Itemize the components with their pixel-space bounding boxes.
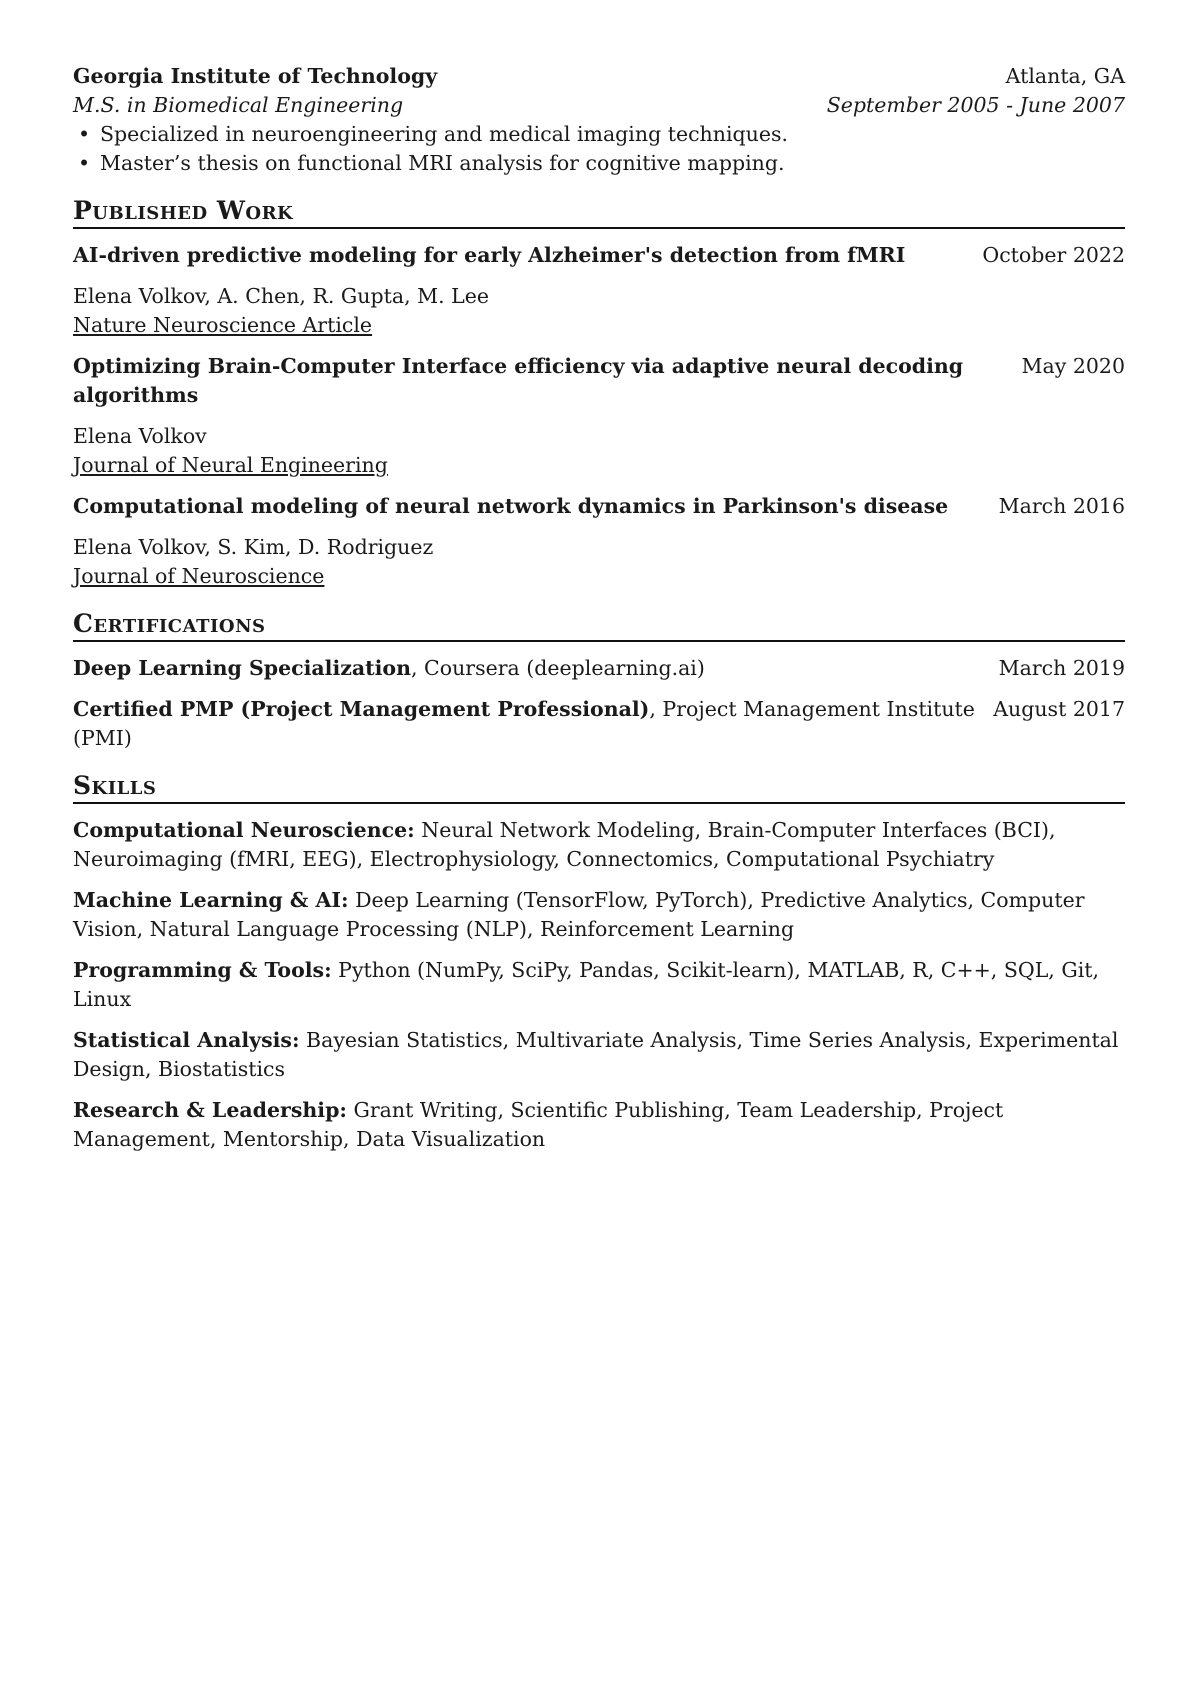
- publication-date: March 2016: [998, 494, 1125, 518]
- skill-label: Machine Learning & AI:: [73, 888, 349, 912]
- education-bullets: [73, 120, 1125, 178]
- skill-item: [73, 816, 1125, 874]
- certification-item: [73, 695, 1125, 753]
- education-entry: [73, 62, 1125, 178]
- degree: M.S. in Biomedical Engineering: [73, 93, 404, 117]
- publication-venue-link[interactable]: Nature Neuroscience Article: [73, 313, 373, 337]
- section-heading-skills: Skills: [73, 771, 1125, 804]
- certification-date: August 2017: [993, 697, 1125, 721]
- certification-date: March 2019: [998, 656, 1125, 680]
- section-heading-published-work: Published Work: [73, 196, 1125, 229]
- publication-item: [73, 492, 1125, 591]
- skill-item: [73, 886, 1125, 944]
- publication-date: May 2020: [1021, 354, 1125, 378]
- certification-item: [73, 654, 1125, 683]
- publication-date: October 2022: [982, 243, 1125, 267]
- certification-issuer: , Coursera (deeplearning.ai): [411, 656, 705, 680]
- publication-venue-link[interactable]: Journal of Neural Engineering: [73, 453, 388, 477]
- publication-title: Optimizing Brain-Computer Interface efficiency via adaptive neural decoding algorithms: [73, 354, 964, 407]
- publication-title: AI-driven predictive modeling for early Alzheimer's detection from fMRI: [73, 243, 906, 267]
- skill-text: Neural Network Modeling, Brain-Computer Interfaces (BCI), Neuroimaging (fMRI, EEG), Electrophysiology, Connectomics, Computational Psychiatry: [73, 818, 1056, 871]
- publication-item: [73, 241, 1125, 340]
- skill-label: Statistical Analysis:: [73, 1028, 300, 1052]
- certification-name: Deep Learning Specialization: [73, 656, 412, 680]
- skill-item: [73, 1096, 1125, 1154]
- publication-authors: Elena Volkov, A. Chen, R. Gupta, M. Lee: [73, 284, 490, 308]
- publication-item: [73, 352, 1125, 480]
- skill-text: Grant Writing, Scientific Publishing, Team Leadership, Project Management, Mentorship, Data Visualization: [73, 1098, 1004, 1151]
- skill-text: Python (NumPy, SciPy, Pandas, Scikit-learn), MATLAB, R, C++, SQL, Git, Linux: [73, 958, 1100, 1011]
- school-location: Atlanta, GA: [1005, 64, 1125, 88]
- skill-item: [73, 956, 1125, 1014]
- section-heading-certifications: Certifications: [73, 609, 1125, 642]
- skill-text: Bayesian Statistics, Multivariate Analysis, Time Series Analysis, Experimental Design, Biostatistics: [73, 1028, 1119, 1081]
- skill-item: [73, 1026, 1125, 1084]
- school-name: Georgia Institute of Technology: [73, 64, 438, 88]
- education-dates: September 2005 - June 2007: [826, 93, 1125, 117]
- publication-title: Computational modeling of neural network dynamics in Parkinson's disease: [73, 494, 949, 518]
- education-bullet: • Master’s thesis on functional MRI analysis for cognitive mapping.: [100, 149, 1125, 178]
- certification-issuer: , Project Management Institute (PMI): [73, 697, 975, 750]
- skill-label: Computational Neuroscience:: [73, 818, 415, 842]
- resume-page: [73, 62, 1125, 1154]
- skill-label: Research & Leadership:: [73, 1098, 347, 1122]
- education-bullet: • Specialized in neuroengineering and medical imaging techniques.: [100, 120, 1125, 149]
- publication-authors: Elena Volkov: [73, 424, 207, 448]
- skill-text: Deep Learning (TensorFlow, PyTorch), Predictive Analytics, Computer Vision, Natural Language Processing (NLP), Reinforcement Learning: [73, 888, 1085, 941]
- certification-name: Certified PMP (Project Management Professional): [73, 697, 650, 721]
- skill-label: Programming & Tools:: [73, 958, 332, 982]
- publication-authors: Elena Volkov, S. Kim, D. Rodriguez: [73, 535, 434, 559]
- publication-venue-link[interactable]: Journal of Neuroscience: [73, 564, 325, 588]
